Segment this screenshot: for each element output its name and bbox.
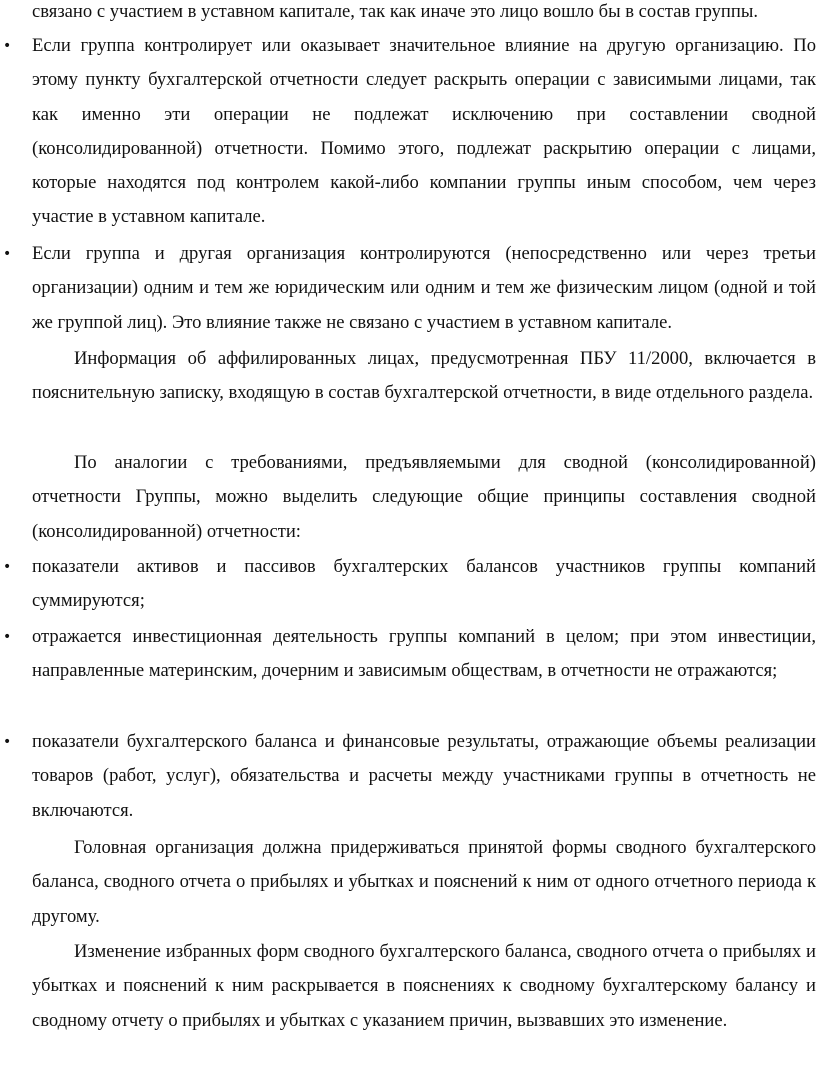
bullet-text-exclude: показатели бухгалтерского баланса и финансовые результаты, отражающие объемы реализации товаров (работ, услуг), обязательства и расчеты между участниками группы в отчетность не включаются. [32,731,816,821]
bullet-text-common-control: Если группа и другая организация контролируются (непосредственно или через третьи организации) одним и тем же юридическим или одним и тем же физическим лицом (одной и той же группой лиц). Это влияние также не связано с участием в уставном капитале. [32,243,816,333]
bullet-icon: • [3,38,12,54]
paragraph-principles: По аналогии с требованиями, предъявляемыми для сводной (консолидированной) отчетности Группы, можно выделить следующие общие принципы составления сводной (консолидированной) отчетности: [32,452,816,542]
continued-line: связано с участием в уставном капитале, так как иначе это лицо вошло бы в состав группы. [32,1,758,22]
paragraph-form: Головная организация должна придерживаться принятой формы сводного бухгалтерского баланса, сводного отчета о прибылях и убытках и пояснений к ним от одного отчетного периода к другому. [32,837,816,927]
bullet-text-investment: отражается инвестиционная деятельность группы компаний в целом; при этом инвестиции, направленные материнским, дочерним и зависимым обществам, в отчетности не отражаются; [32,626,816,682]
paragraph-affiliates: Информация об аффилированных лицах, предусмотренная ПБУ 11/2000, включается в пояснительную записку, входящую в состав бухгалтерской отчетности, в виде отдельного раздела. [32,348,816,404]
bullet-icon: • [3,734,12,750]
paragraph-change: Изменение избранных форм сводного бухгалтерского баланса, сводного отчета о прибылях и убытках и пояснений к ним раскрывается в пояснениях к сводному бухгалтерскому балансу и сводному отчету о прибылях и убытках с указанием причин, вызвавших это изменение. [32,941,816,1031]
bullet-text-sum: показатели активов и пассивов бухгалтерских балансов участников группы компаний суммируются; [32,556,816,612]
bullet-text-group-influence: Если группа контролирует или оказывает значительное влияние на другую организацию. По этому пункту бухгалтерской отчетности следует раскрыть операции с зависимыми лицами, так как именно эти операции не подлежат исключению при составлении сводной (консолидированной) отчетности. Помимо этого, подлежат раскрытию операции с лицами, которые находятся под контролем какой-либо компании группы иным способом, чем через участие в уставном капитале. [32,35,816,228]
bullet-icon: • [3,629,12,645]
bullet-icon: • [3,246,12,262]
bullet-icon: • [3,559,12,575]
